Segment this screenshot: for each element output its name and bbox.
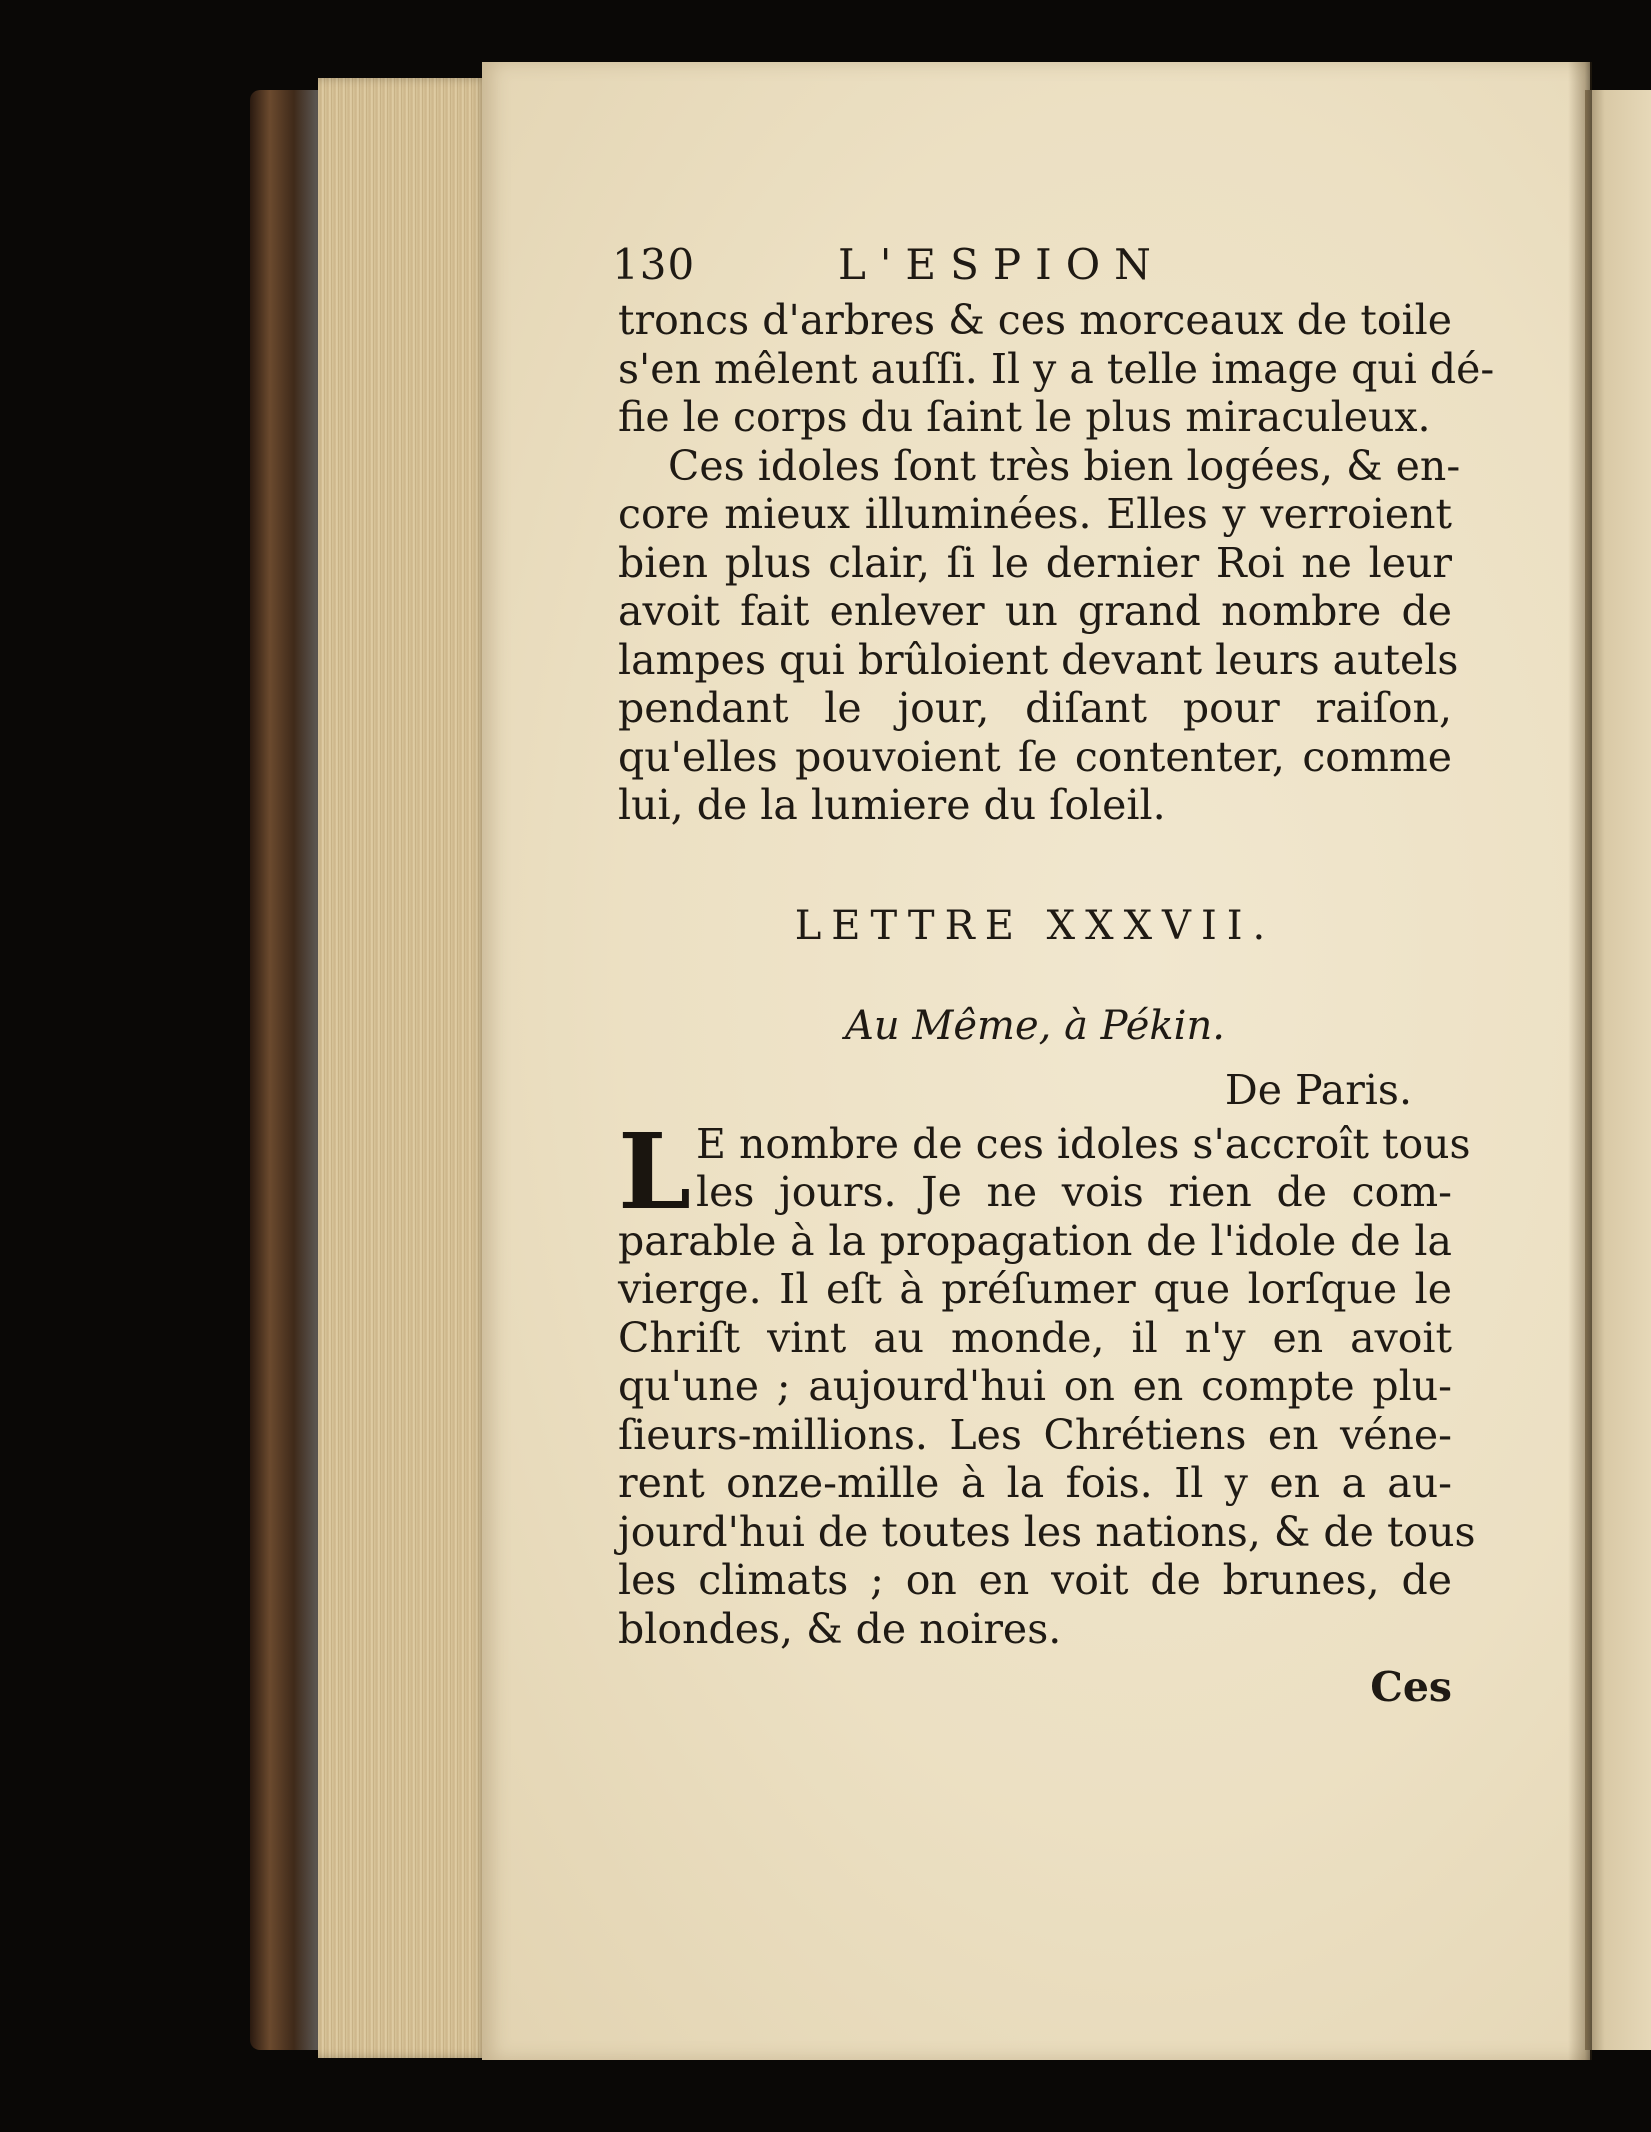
drop-cap: L <box>618 1109 692 1233</box>
gutter-shadow <box>1568 62 1592 2060</box>
text-line: parable à la propagation de l'idole de la <box>618 1216 1452 1265</box>
letter-salutation: Au Même, à Pékin. <box>845 1002 1225 1049</box>
text-line: bien plus clair, ſi le dernier Roi ne leur <box>618 538 1452 587</box>
text-line: jourd'hui de toutes les nations, & de tous <box>618 1507 1476 1556</box>
letter-heading: LETTRE XXXVII. <box>794 902 1276 949</box>
text-line: Chriſt vint au monde, il n'y en avoit <box>618 1313 1452 1362</box>
text-lines <box>618 296 1495 1715</box>
text-line: pendant le jour, diſant pour raiſon, <box>618 684 1452 732</box>
text-line: les climats ; on en voit de brunes, de <box>618 1556 1452 1604</box>
text-line: blondes, & de noires. <box>618 1604 1062 1653</box>
text-line: vierge. Il eſt à préſumer que lorſque le <box>618 1265 1452 1313</box>
text-line: troncs d'arbres & ces morceaux de toile <box>618 296 1452 344</box>
text-line: s'en mêlent auſſi. Il y a telle image qui dé- <box>618 344 1495 393</box>
text-line: E nombre de ces idoles s'accroît tous <box>696 1119 1471 1168</box>
catchword: Ces <box>1370 1663 1452 1711</box>
running-title: L'ESPION <box>838 240 1165 289</box>
text-line: qu'une ; aujourd'hui on en compte plu- <box>618 1362 1452 1410</box>
page-number: 130 <box>612 240 696 289</box>
text-line: fie le corps du ſaint le plus miraculeux. <box>618 393 1431 441</box>
page-edges <box>318 78 488 2058</box>
running-head <box>612 240 1252 300</box>
spacer <box>618 830 1452 896</box>
letter-body <box>618 1109 1476 1654</box>
text-line: ſieurs-millions. Les Chrétiens en véne- <box>618 1410 1452 1459</box>
text-line: qu'elles pouvoient ſe contenter, comme <box>618 732 1452 781</box>
text-line: lui, de la lumiere du ſoleil. <box>618 781 1166 829</box>
text-line: core mieux illuminées. Elles y verroient <box>618 490 1452 538</box>
text-line: les jours. Je ne vois rien de com- <box>696 1168 1452 1216</box>
text-line: Ces idoles ſont très bien logées, & en- <box>668 441 1461 490</box>
letter-dateline: De Paris. <box>1224 1065 1412 1114</box>
text-line: rent onze-mille à la fois. Il y en a au- <box>618 1459 1452 1507</box>
text-line: lampes qui brûloient devant leurs autels <box>618 635 1459 684</box>
facing-page-edge <box>1585 90 1651 2050</box>
text-line: avoit fait enlever un grand nombre de <box>618 587 1452 635</box>
